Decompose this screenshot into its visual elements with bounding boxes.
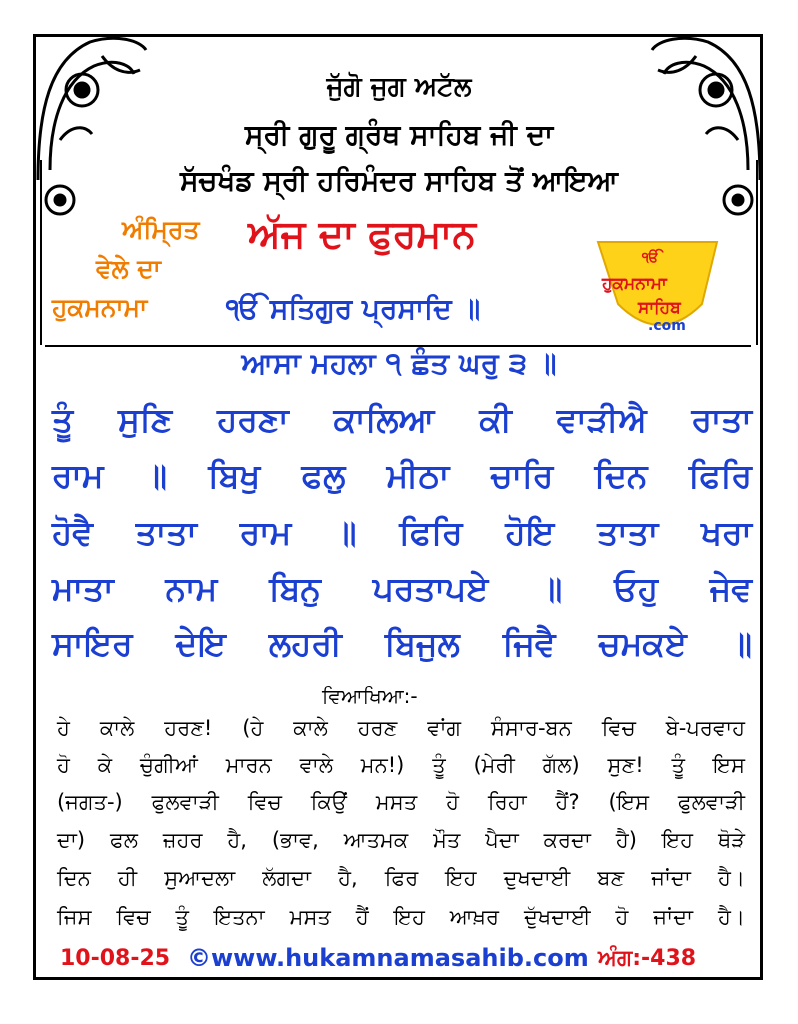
- footer-website-link[interactable]: ©www.hukamnamasahib.com: [187, 944, 589, 972]
- footer-ang-number: ਅੰਗ:-438: [598, 946, 697, 971]
- logo-text-com: .com: [648, 318, 686, 334]
- logo-ik-onkar: ੴ: [642, 250, 660, 266]
- explanation-label: ਵਿਆਖਿਆ:-: [322, 684, 418, 708]
- side-label-line-3: ਹੁਕਮਨਾਮਾ: [52, 293, 148, 322]
- verse-line: ਹੋਵੈ ਤਾਤਾ ਰਾਮ ॥ ਫਿਰਿ ਹੋਇ ਤਾਤਾ ਖਰਾ: [52, 513, 752, 552]
- header-line-2: ਸ੍ਰੀ ਗੁਰੂ ਗ੍ਰੰਥ ਸਾਹਿਬ ਜੀ ਦਾ: [244, 118, 554, 151]
- explanation-line: ਜਿਸ ਵਿਚ ਤੂੰ ਇਤਨਾ ਮਸਤ ਹੈਂ ਇਹ ਆਖ਼ਰ ਦੁੱਖਦਾਈ ਹੋ ਜਾਂਦਾ ਹੈ।: [57, 905, 745, 929]
- logo-text-sahib: ਸਾਹਿਬ: [638, 298, 681, 318]
- logo-text-hukamnama: ਹੁਕਮਨਾਮਾ: [602, 274, 667, 294]
- side-label-line-1: ਅੰਮ੍ਰਿਤ: [122, 215, 200, 244]
- verse-line: ਤੂੰ ਸੁਣਿ ਹਰਣਾ ਕਾਲਿਆ ਕੀ ਵਾੜੀਐ ਰਾਤਾ: [52, 400, 752, 439]
- header-line-3: ਸੱਚਖੰਡ ਸ੍ਰੀ ਹਰਿਮੰਦਰ ਸਾਹਿਬ ਤੋਂ ਆਇਆ: [179, 164, 619, 197]
- shabad-title: ਆਸਾ ਮਹਲਾ ੧ ਛੰਤ ਘਰੁ ੩ ॥: [241, 346, 557, 380]
- footer-date: 10-08-25: [60, 946, 171, 971]
- verse-line: ਰਾਮ ॥ ਬਿਖੁ ਫਲੁ ਮੀਠਾ ਚਾਰਿ ਦਿਨ ਫਿਰਿ: [52, 456, 752, 495]
- explanation-line: ਹੋ ਕੇ ਚੁੰਗੀਆਂ ਮਾਰਨ ਵਾਲੇ ਮਨ!) ਤੂੰ (ਮੇਰੀ ਗੱਲ) ਸੁਣ! ਤੂੰ ਇਸ: [57, 753, 745, 777]
- page-title: ਅੱਜ ਦਾ ਫੁਰਮਾਨ: [248, 212, 476, 256]
- side-label-line-2: ਵੇਲੇ ਦਾ: [96, 254, 161, 283]
- explanation-line: (ਜਗਤ-) ਫੁਲਵਾੜੀ ਵਿਚ ਕਿਉਂ ਮਸਤ ਹੋ ਰਿਹਾ ਹੈਂ? (ਇਸ ਫੁਲਵਾੜੀ: [57, 790, 745, 814]
- verse-line: ਮਾਤਾ ਨਾਮ ਬਿਨੁ ਪਰਤਾਪਏ ॥ ਓਹੁ ਜੇਵ: [52, 569, 752, 608]
- verse-line: ਸਾਇਰ ਦੇਇ ਲਹਰੀ ਬਿਜੁਲ ਜਿਵੈ ਚਮਕਏ ॥: [52, 624, 752, 663]
- explanation-line: ਹੇ ਕਾਲੇ ਹਰਣ! (ਹੇ ਕਾਲੇ ਹਰਣ ਵਾਂਗ ਸੰਸਾਰ-ਬਨ ਵਿਚ ਬੇ-ਪਰਵਾਹ: [57, 716, 745, 740]
- explanation-line: ਦਾ) ਫਲ ਜ਼ਹਰ ਹੈ, (ਭਾਵ, ਆਤਮਕ ਮੌਤ ਪੈਦਾ ਕਰਦਾ ਹੈ) ਇਹ ਥੋੜੇ: [57, 828, 745, 852]
- explanation-line: ਦਿਨ ਹੀ ਸੁਆਦਲਾ ਲੱਗਦਾ ਹੈ, ਫਿਰ ਇਹ ਦੁਖਦਾਈ ਬਣ ਜਾਂਦਾ ਹੈ।: [57, 866, 745, 890]
- mool-mantar: ੴ ਸਤਿਗੁਰ ਪ੍ਰਸਾਦਿ ॥: [226, 292, 481, 325]
- header-line-1: ਜੁੱਗੋ ਜੁਗ ਅਟੱਲ: [326, 72, 472, 102]
